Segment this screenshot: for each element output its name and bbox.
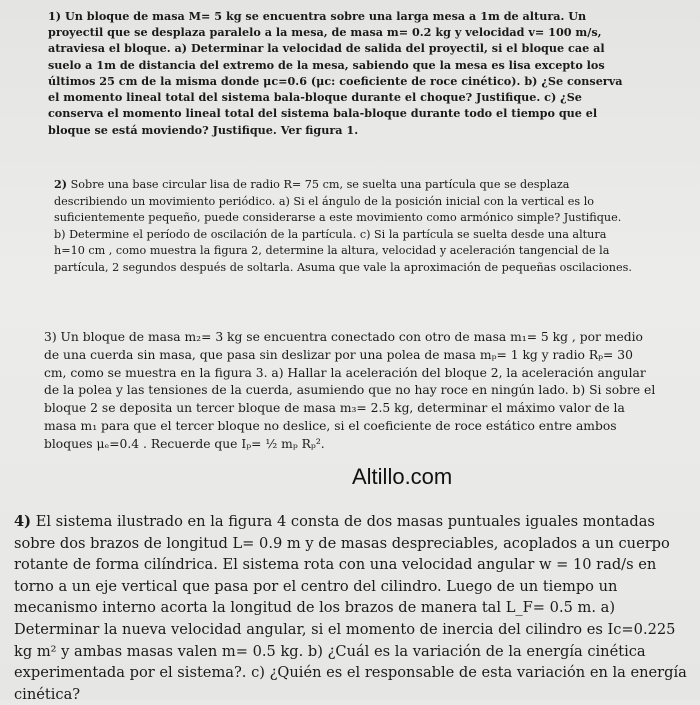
problem-2 — [54, 176, 634, 276]
problem-2-text: Sobre una base circular lisa de radio R= 75 cm, se suelta una partícula que se desplaza describiendo un movimiento periódico. a) Si el ángulo de la posición inicial con la vertical es lo suficientemente pequeño, puede considerarse a este movimiento como armónico simple? Justifique. b) Determine el período de oscilación de la partícula. c) Si la partícula se suelta desde una altura h=10 cm , como muestra la figura 2, determine la altura, velocidad y aceleración tangencial de la partícula, 2 segundos después de soltarla. Asuma que vale la aproximación de pequeñas oscilaciones. — [54, 178, 632, 274]
problem-4-text: El sistema ilustrado en la figura 4 consta de dos masas puntuales iguales montadas sobre dos brazos de longitud L= 0.9 m y de masas despreciables, acoplados a un cuerpo rotante de forma cilíndrica. El sistema rota con una velocidad angular w = 10 rad/s en torno a un eje vertical que pasa por el centro del cilindro. Luego de un tiempo un mecanismo interno acorta la longitud de los brazos de manera tal L_F= 0.5 m. a) Determinar la nueva velocidad angular, si el momento de inercia del cilindro es Ic=0.225 kg m² y ambas masas valen m= 0.5 kg. b) ¿Cuál es la variación de la energía cinética experimentada por el sistema?. c) ¿Quién es el responsable de esta variación en la energía cinética? — [14, 513, 687, 703]
problem-1-number: 1) — [48, 9, 62, 23]
problem-3 — [44, 329, 658, 454]
watermark: Altillo.com — [352, 464, 453, 489]
problem-4-number: 4) — [14, 513, 32, 530]
problem-3-text: Un bloque de masa m₂= 3 kg se encuentra conectado con otro de masa m₁= 5 kg , por medio de una cuerda sin masa, que pasa sin deslizar por una polea de masa mₚ= 1 kg y radio Rₚ= 30 cm, como se muestra en la figura 3. a) Hallar la aceleración del bloque 2, la aceleración angular de la polea y las tensiones de la cuerda, asumiendo que no hay roce en ningún lado. b) Si sobre el bloque 2 se deposita un tercer bloque de masa m₃= 2.5 kg, determinar el máximo valor de la masa m₁ para que el tercer bloque no deslice, si el coeficiente de roce estático entre ambos bloques μₑ=0.4 . Recuerde que Iₚ= ½ mₚ Rₚ². — [44, 330, 656, 451]
problem-3-number: 3) — [44, 330, 57, 344]
problem-4 — [14, 511, 694, 705]
problem-1 — [48, 8, 628, 138]
problem-2-number: 2) — [54, 177, 68, 191]
problem-1-text: Un bloque de masa M= 5 kg se encuentra sobre una larga mesa a 1m de altura. Un proyectil que se desplaza paralelo a la mesa, de masa m= 0.2 kg y velocidad v= 100 m/s, atraviesa el bloque. a) Determinar la velocidad de salida del proyectil, si el bloque cae al suelo a 1m de distancia del extremo de la mesa, sabiendo que la mesa es lisa excepto los últimos 25 cm de la misma donde μc=0.6 (μc: coeficiente de roce cinético). b) ¿Se conserva el momento lineal total del sistema bala-bloque durante el choque? Justifique. c) ¿Se conserva el momento lineal total del sistema bala-bloque durante todo el tiempo que el bloque se está moviendo? Justifique. Ver figura 1. — [48, 9, 623, 137]
